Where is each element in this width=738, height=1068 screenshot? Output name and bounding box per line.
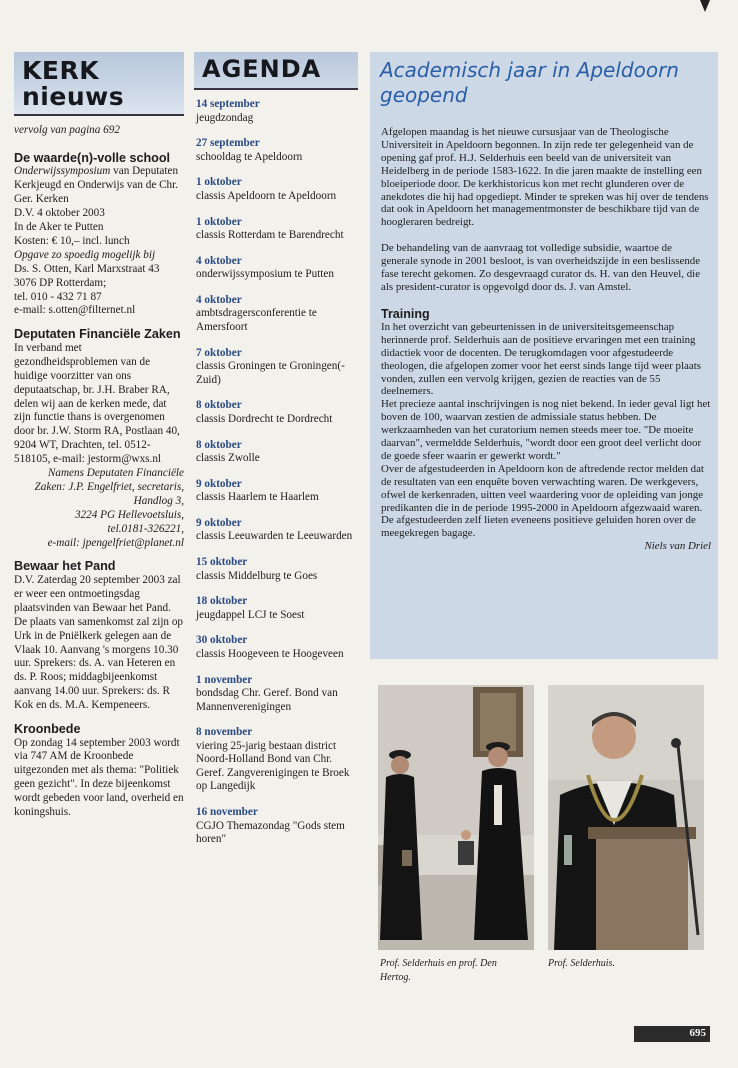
article-paragraph-1: Afgelopen maandag is het nieuwe cursusjaar van de Theologische Universiteit in Apeldoorn begonnen. In zijn rede ter gelegenheid van de opening gaf prof. H.J. Selderhuis een beeld van de universiteit van Heidelberg in de periode 1583-1622. In die jaren maakte de instelling een bloeiperiode door. De kerkhistoricus kon met recht glunderen over de anekdotes die hij had opgediept. Minder te spreken was hij over de tendens dat ook in Apeldoorn het managementmonster de beschikbare tijd van de hoogleraren bedreigt. [381,126,709,229]
bewaar-body: D.V. Zaterdag 20 september 2003 zal er weer een ontmoetingsdag plaatsvinden van Bewaar het Pand. De plaats van samenkomst zal zijn op Urk in de Pniëlkerk gelegen aan de Vlaak 10. Aanvang 's morgens 10.30 uur. Sprekers: ds. A. van Heteren en ds. P. Roos; middagbijeenkomst aanvang 14.00 uur. Sprekers: ds. R Kok en ds. M.A. Kempeneers. [14,573,184,712]
agenda-description: viering 25-jarig bestaan district Noord-Holland Bond van Chr. Geref. Zangverenigingen te Broek op Langedijk [196,739,350,793]
agenda-description: onderwijssymposium te Putten [196,268,334,281]
agenda-description: classis Groningen te Groningen(-Zuid) [196,360,345,386]
agenda-date: 9 oktober [196,516,242,529]
school-contact-phone: tel. 010 - 432 71 87 [14,290,102,303]
agenda-date: 1 november [196,673,253,686]
agenda-date: 15 oktober [196,556,248,569]
agenda-description: jeugdzondag [196,111,254,124]
agenda-item [196,726,362,794]
agenda-item [196,137,362,164]
school-date: D.V. 4 oktober 2003 [14,207,105,220]
financien-body: In verband met gezondheidsproblemen van de huidige voorzitter van ons deputaatschap, br. J.H. Braber RA, delen wij aan de kerken mede, dat zijn functie thans is overgenomen door br. J.W. Storm RA, Postlaan 40, 9204 WT, Drachten, tel. 0512-518105, e-mail: jestorm@wxs.nl [14,341,180,466]
agenda-date: 1 oktober [196,176,242,189]
agenda-date: 30 oktober [196,634,248,647]
agenda-item [196,399,362,426]
agenda-date: 8 oktober [196,438,242,451]
section-school-intro [14,165,184,207]
agenda-item [196,255,362,282]
kerk-nieuws-column [14,124,184,820]
agenda-date: 7 oktober [196,346,242,359]
agenda-item [196,806,362,847]
agenda-date: 8 november [196,726,253,739]
agenda-description: classis Apeldoorn te Apeldoorn [196,189,337,202]
article-paragraph-2: De behandeling van de aanvraag tot volledige subsidie, waartoe de generale synode in 2001 besloot, is van overheidszijde in een beslissende fase terecht gekomen. Zo desgevraagd curator ds. H. van den Heuvel, die als president-curator is opgevolgd door ds. J. van Amstel. [381,242,701,293]
school-cost: Kosten: € 10,– incl. lunch [14,234,130,247]
school-registration: Opgave zo spoedig mogelijk bij [14,248,156,261]
symposium-label: Onderwijssymposium [14,165,111,178]
agenda-item [196,439,362,466]
school-location: In de Aker te Putten [14,221,104,234]
masthead-line1: KERK [22,56,100,85]
article-title: Academisch jaar in Apeldoorn geopend [380,58,679,107]
school-contact-city: 3076 DP Rotterdam; [14,276,107,289]
kerk-nieuws-masthead [14,52,184,116]
corner-crop-mark [700,0,710,12]
agenda-description: CGJO Themazondag "Gods stem horen" [196,819,345,845]
agenda-date: 1 oktober [196,215,242,228]
agenda-description: jeugdappel LCJ te Soest [196,608,305,621]
agenda-date: 18 oktober [196,595,248,608]
kroonbede-body: Op zondag 14 september 2003 wordt via 747 AM de Kroonbede uitgezonden met als thema: "Politiek geen gezicht". In deze bijeenkomst wordt gebeden voor land, overheid en koningshuis. [14,736,184,819]
agenda-item [196,347,362,388]
school-contact-email: e-mail: s.otten@filternet.nl [14,304,136,317]
continued-note: vervolg van pagina 692 [14,124,120,136]
agenda-date: 27 september [196,137,260,150]
agenda-item [196,517,362,544]
article-subheading: Training [381,306,430,321]
financien-sign-4: 3224 PG Hellevoetsluis, [74,508,184,521]
financien-sign-6: e-mail: jpengelfriet@planet.nl [47,536,184,549]
section-heading-bewaar: Bewaar het Pand [14,559,116,574]
agenda-item [196,634,362,661]
agenda-description: classis Haarlem te Haarlem [196,491,319,504]
agenda-item [196,478,362,505]
page-number: 695 [689,1027,706,1039]
agenda-item [196,98,362,125]
financien-sign-2: Zaken: J.P. Engelfriet, secretaris, [34,480,184,493]
photo-two-professors [378,685,534,950]
photo-speaking-professor-image [548,685,704,950]
article-paragraph-4: Het precieze aantal inschrijvingen is nog niet bekend. In ieder geval ligt het boven de 100, waarvan zestien de admissiale status hebben. De werkzaamheden van het curatorium nemen steeds meer toe. "De moeite daarvan", vermeldde Selderhuis, "wordt door een groot deel verlicht door de goede sfeer waarin er gewerkt wordt." [381,398,711,462]
agenda-item [196,595,362,622]
agenda-header [194,52,358,90]
section-heading-kroonbede: Kroonbede [14,722,81,737]
agenda-item [196,216,362,243]
agenda-item [196,294,362,335]
agenda-description: classis Zwolle [196,452,260,464]
photo-two-professors-image [378,685,534,950]
article-paragraph-5: Over de afgestudeerden in Apeldoorn kon de aftredende rector melden dat de resultaten van een enquête boven verwachting waren. De werkgevers, ofwel de kerkenraden, uitten veel waardering voor de opleiding van jonge predikanten die in de periode 1995-2000 in Apeldoorn afgezwaaid waren. De afgestudeerden zelf lieten eveneens positieve geluiden horen over de meegekregen bagage. [381,462,704,540]
agenda-date: 8 oktober [196,399,242,412]
agenda-item [196,176,362,203]
article-body [381,126,711,553]
agenda-date: 4 oktober [196,254,242,267]
agenda-description: bondsdag Chr. Geref. Bond van Mannenverenigingen [196,687,338,713]
photo-speaking-professor [548,685,704,950]
agenda-description: ambtsdragersconferentie te Amersfoort [196,307,317,333]
photo-caption-1: Prof. Selderhuis en prof. Den Hertog. [380,958,497,983]
financien-sign-1: Namens Deputaten Financiële [47,467,184,480]
agenda-title: AGENDA [202,55,322,83]
agenda-description: classis Middelburg te Goes [196,569,318,582]
agenda-description: classis Leeuwarden te Leeuwarden [196,530,353,543]
agenda-date: 9 oktober [196,477,242,490]
agenda-item [196,674,362,715]
agenda-description: classis Dordrecht te Dordrecht [196,412,333,425]
agenda-description: schooldag te Apeldoorn [196,150,303,163]
agenda-item [196,556,362,583]
agenda-date: 16 november [196,806,258,818]
agenda-description: classis Hoogeveen te Hoogeveen [196,647,344,660]
page-number-bar [634,1026,710,1042]
agenda-date: 14 september [196,98,260,110]
article-author: Niels van Driel [644,540,711,553]
agenda-description: classis Rotterdam te Barendrecht [196,229,344,242]
school-contact-name: Ds. S. Otten, Karl Marxstraat 43 [14,262,160,275]
section-heading-school: De waarde(n)-volle school [14,150,171,165]
financien-sign-5: tel.0181-326221, [107,522,184,535]
symposium-organizer: van Deputaten Kerkjeugd en Onderwijs van de Chr. Ger. Kerken [14,165,179,206]
agenda-date: 4 oktober [196,293,242,306]
photo-caption-2: Prof. Selderhuis. [548,958,615,969]
agenda-list [196,98,362,859]
masthead-line2: nieuws [22,82,125,111]
article-paragraph-3: In het overzicht van gebeurtenissen in de universiteitsgemeenschap herinnerde prof. Selderhuis aan de positieve ervaringen met een training didactiek voor de docenten. De terugkomdagen voor afgestudeerde theologen, die afgelopen zomer voor het eerst sinds lange tijd weer plaats vonden, zullen een vervolg krijgen, gezien de reacties van de 55 deelnemers. [381,320,701,398]
financien-sign-3: Handlog 3, [133,494,184,507]
section-heading-financien: Deputaten Financiële Zaken [14,327,181,342]
